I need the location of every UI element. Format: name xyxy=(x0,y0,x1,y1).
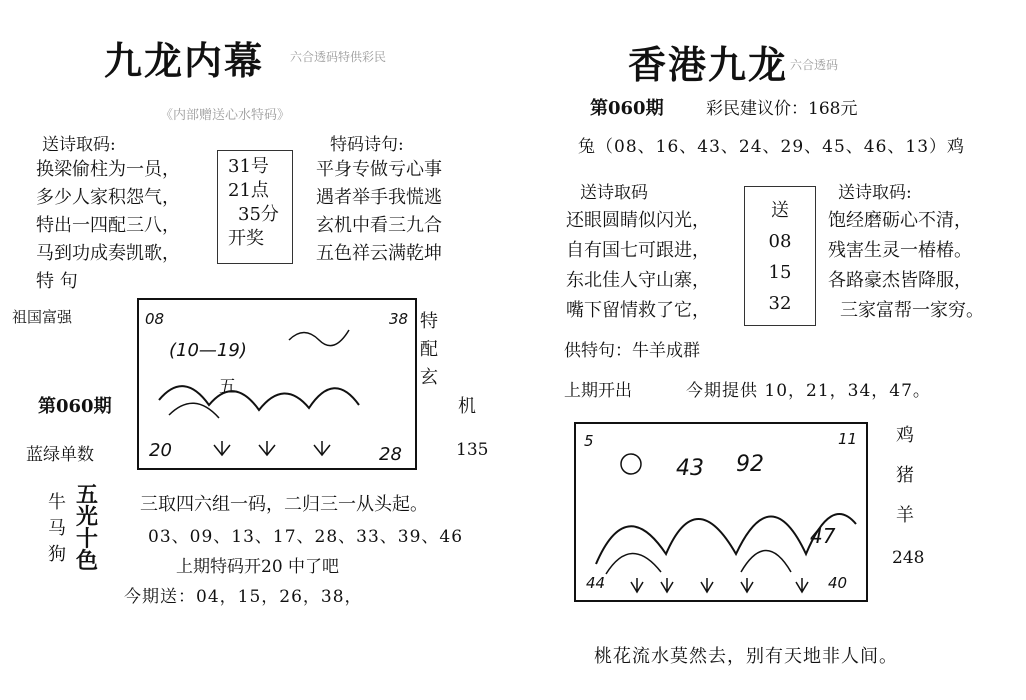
left-sketch-scribble: (10—19) xyxy=(169,340,247,361)
right-sketch-mid: 43 xyxy=(676,456,704,481)
left-side-number: 135 xyxy=(456,440,489,460)
right-poem-left xyxy=(566,206,710,326)
right-poem-right-line: 各路豪杰皆降服， xyxy=(828,270,972,291)
right-sketch-br: 40 xyxy=(828,574,848,592)
rule-line: 三取四六组一码，二归三一从头起。 xyxy=(140,494,428,515)
color-word xyxy=(76,484,98,572)
left-sketch xyxy=(137,298,417,470)
left-sketch-drawing xyxy=(139,300,415,468)
left-poem xyxy=(36,156,180,296)
right-poem-label-right: 送诗取码: xyxy=(838,183,912,203)
draw-time-line: 开奖 xyxy=(228,228,264,249)
right-title: 香港九龙 xyxy=(628,42,789,87)
right-sketch-tl: 5 xyxy=(584,432,594,450)
right-sketch-right: 47 xyxy=(810,524,836,548)
send-box xyxy=(744,186,816,326)
right-sketch-bl: 44 xyxy=(586,574,606,592)
last-result: 上期特码开20 中了吧 xyxy=(176,557,340,577)
code-poem-line: 五色祥云满乾坤 xyxy=(316,243,442,264)
left-poem-line: 马到功成奏凯歌， xyxy=(36,243,180,264)
right-poem-right-line: 残害生灵一椿椿。 xyxy=(828,240,972,261)
right-title-note: 六合透码 xyxy=(790,58,839,72)
zodiac-numbers: 兔（08、16、43、24、29、45、46、13）鸡 xyxy=(578,137,966,157)
right-poem-right xyxy=(828,206,984,326)
left-poem-line: 多少人家积怨气， xyxy=(36,187,180,208)
side-char: 特 xyxy=(420,311,438,332)
zodiac-char: 马 xyxy=(48,518,66,539)
zodiac-char: 牛 xyxy=(48,492,66,513)
right-side-char: 羊 xyxy=(896,505,914,526)
footer-poem: 桃花流水莫然去，别有天地非人间。 xyxy=(594,646,898,667)
motto: 祖国富强 xyxy=(12,308,73,326)
special-phrase: 供特句：牛羊成群 xyxy=(564,341,700,361)
color-word-char: 光 xyxy=(76,504,99,530)
left-sketch-tl: 08 xyxy=(145,310,165,328)
draw-time-line: 35分 xyxy=(238,204,279,225)
zodiac-col xyxy=(48,490,66,568)
right-poem-left-line: 东北佳人守山寨， xyxy=(566,270,710,291)
right-issue: 第060期 xyxy=(590,98,664,119)
color-word-char: 十 xyxy=(76,526,99,552)
code-poem xyxy=(316,156,442,268)
numbers-line: 03、09、13、17、28、33、39、46 xyxy=(148,527,464,547)
left-sketch-bl: 20 xyxy=(149,440,172,461)
color-word-char: 色 xyxy=(76,548,99,574)
code-poem-line: 玄机中看三九合 xyxy=(316,215,442,236)
side-char: 机 xyxy=(458,396,476,417)
code-poem-line: 平身专做亏心事 xyxy=(316,159,442,180)
offer: 今期提供 10，21，34，47。 xyxy=(686,381,931,401)
right-sketch xyxy=(574,422,868,602)
left-title: 九龙内幕 xyxy=(104,38,265,83)
right-poem-left-line: 自有国七可跟进， xyxy=(566,240,710,261)
send-box-line: 08 xyxy=(768,231,792,252)
left-side-chars xyxy=(420,308,438,392)
left-issue: 第060期 xyxy=(38,396,112,417)
right-poem-label-left: 送诗取码 xyxy=(580,183,648,203)
right-poem-right-line: 饱经磨砺心不清， xyxy=(828,210,972,231)
send-box-line: 送 xyxy=(771,200,789,221)
code-poem-line: 遇者举手我慌逃 xyxy=(316,187,442,208)
draw-time-box xyxy=(217,150,293,264)
today-send: 今期送：04，15，26，38， xyxy=(124,587,363,607)
right-poem-left-line: 嘴下留情救了它， xyxy=(566,300,710,321)
left-poem-line: 特 句 xyxy=(36,271,78,292)
last-label: 上期开出 xyxy=(564,381,632,401)
left-poem-line: 特出一四配三八， xyxy=(36,215,180,236)
side-char: 配 xyxy=(420,339,438,360)
side-char: 玄 xyxy=(420,367,438,388)
right-side-number: 248 xyxy=(892,548,925,568)
right-sketch-mid-2: 92 xyxy=(736,452,764,477)
left-sketch-tr: 38 xyxy=(389,310,409,328)
left-subtitle: 《内部赠送心水特码》 xyxy=(160,108,291,123)
left-poem-line: 换梁偷柱为一员， xyxy=(36,159,180,180)
left-title-note: 六合透码特供彩民 xyxy=(290,50,387,64)
send-box-line: 15 xyxy=(768,262,792,283)
send-box-line: 32 xyxy=(768,293,792,314)
right-sketch-tr: 11 xyxy=(838,430,858,448)
color-hint: 蓝绿单数 xyxy=(26,445,94,465)
color-word-char: 五 xyxy=(76,482,99,508)
left-sketch-br: 28 xyxy=(379,444,402,465)
price: 彩民建议价：168元 xyxy=(706,99,858,119)
code-poem-label: 特码诗句: xyxy=(330,135,404,155)
right-poem-right-line: 三家富帮一家穷。 xyxy=(840,300,984,321)
left-sketch-char: 五 xyxy=(219,377,236,397)
right-side-char: 鸡 xyxy=(896,425,914,446)
draw-time-line: 21点 xyxy=(228,180,269,201)
right-side-col xyxy=(896,416,914,536)
right-sketch-drawing xyxy=(576,424,866,600)
right-poem-left-line: 还眼圆睛似闪光， xyxy=(566,210,710,231)
left-poem-label: 送诗取码: xyxy=(42,135,116,155)
right-side-char: 猪 xyxy=(896,465,914,486)
draw-time-line: 31号 xyxy=(228,156,269,177)
zodiac-char: 狗 xyxy=(48,544,66,565)
